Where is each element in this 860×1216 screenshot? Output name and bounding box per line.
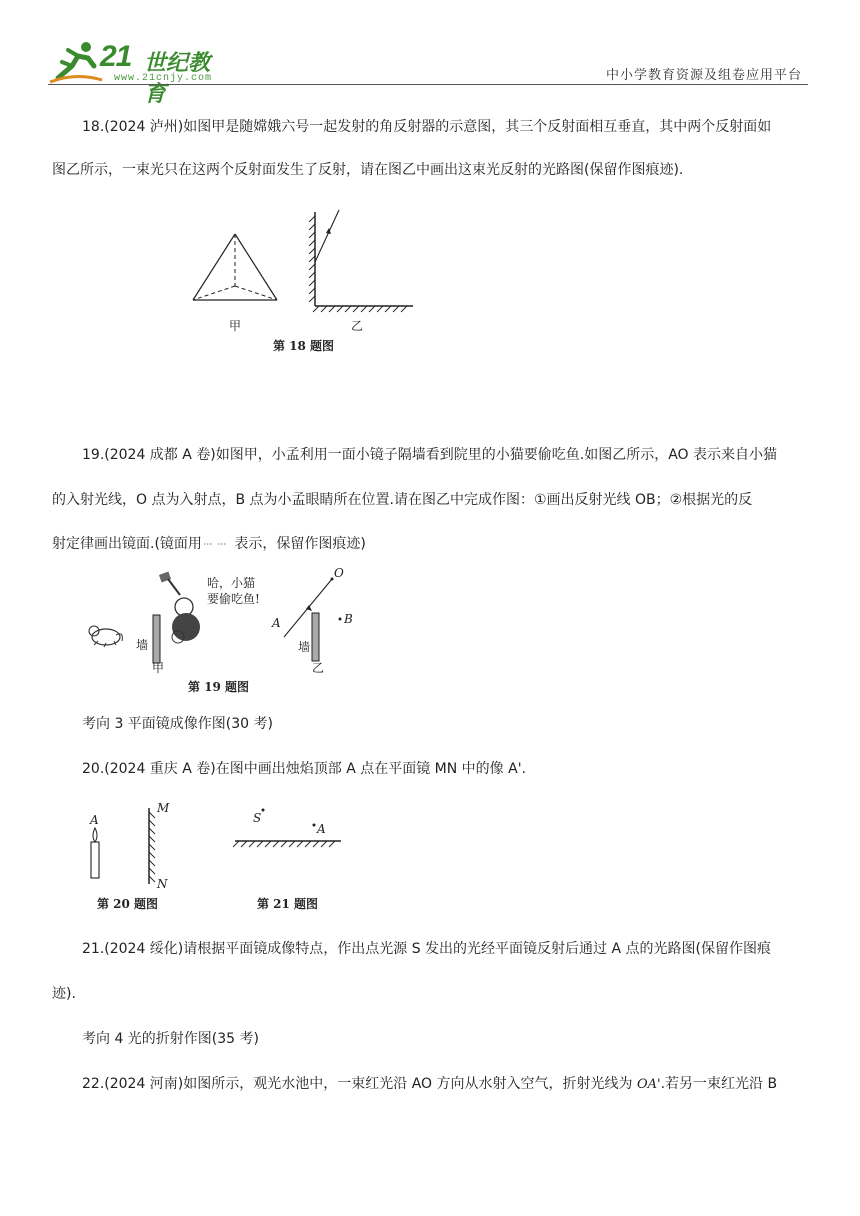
- q21-line1: 21.(2024 绥化)请根据平面镜成像特点，作出点光源 S 发出的光经平面镜反射后通过 A 点的光路图(保留作图痕: [82, 941, 771, 957]
- q21-caption: 第 21 题图: [257, 897, 319, 911]
- q21-point-a: A: [317, 822, 326, 836]
- mirror-symbol-icon: [202, 538, 230, 550]
- q18-label-jia: 甲: [229, 319, 242, 333]
- q18-label-yi: 乙: [351, 319, 364, 333]
- q22-line1: 22.(2024 河南)如图所示，观光水池中，一束红光沿 AO 方向从水射入空气，折射光线为 OA'.若另一束红光沿 B: [82, 1076, 778, 1092]
- q20-q21-figure: [85, 798, 355, 916]
- q19-speech-1: 哈，小猫: [207, 576, 256, 590]
- q19-caption: 第 19 题图: [188, 680, 250, 694]
- header-divider: [48, 84, 808, 85]
- wall-jia: [153, 615, 160, 663]
- page-header: [0, 0, 860, 107]
- section-4-heading: 考向 4 光的折射作图(35 考): [82, 1031, 259, 1047]
- q19-point-a: A: [272, 616, 281, 630]
- q19-figure: [80, 565, 380, 700]
- q19-line2: 的入射光线，O 点为入射点，B 点为小孟眼睛所在位置.请在图乙中完成作图：①画出反射光线 OB；②根据光的反: [52, 492, 753, 508]
- wall-yi: [312, 613, 319, 661]
- q18-figure: [185, 200, 425, 360]
- boy-with-mirror-icon: [159, 572, 200, 643]
- corner-reflector-diagram: [193, 234, 277, 300]
- q19-label-yi: 乙: [312, 661, 325, 675]
- q21-line2: 迹).: [52, 986, 76, 1002]
- q19-point-o: O: [334, 566, 344, 580]
- q18-line2: 图乙所示，一束光只在这两个反射面发生了反射，请在图乙中画出这束光反射的光路图(保留作图痕迹).: [52, 162, 684, 178]
- platform-name: 中小学教育资源及组卷应用平台: [605, 68, 802, 83]
- q20-point-a: A: [90, 813, 99, 827]
- logo-number: 21: [100, 40, 132, 73]
- q19-speech-2: 要偷吃鱼!: [207, 592, 260, 606]
- q20-point-m: M: [157, 801, 170, 815]
- section-3-heading: 考向 3 平面镜成像作图(30 考): [82, 716, 273, 732]
- q20-point-n: N: [157, 877, 168, 891]
- q18-caption: 第 18 题图: [273, 339, 335, 353]
- q19-label-jia: 甲: [152, 661, 165, 675]
- runner-logo-icon: [48, 38, 104, 86]
- mirror-horizontal: [233, 841, 341, 847]
- site-logo: [48, 38, 218, 107]
- q19-wall-label-yi: 墙: [298, 640, 311, 654]
- logo-text: 世纪教育: [144, 51, 211, 107]
- q22-oa-prime: OA': [636, 1077, 661, 1092]
- q21-point-s: S: [253, 811, 262, 825]
- cat-icon: [89, 626, 122, 647]
- q19-line3: 射定律画出镜面.(镜面用 表示，保留作图痕迹): [52, 536, 366, 552]
- mirror-mn: [149, 808, 155, 884]
- q20-caption: 第 20 题图: [97, 897, 159, 911]
- q18-line1: 18.(2024 泸州)如图甲是随嫦娥六号一起发射的角反射器的示意图，其三个反射面相互垂直，其中两个反射面如: [82, 119, 772, 135]
- two-mirrors-diagram: [309, 210, 413, 312]
- logo-url: www.21cnjy.com: [114, 73, 213, 84]
- q19-wall-label-jia: 墙: [136, 638, 149, 652]
- q19-line1: 19.(2024 成都 A 卷)如图甲，小孟利用一面小镜子隔墙看到院里的小猫要偷吃鱼.如图乙所示，AO 表示来自小猫: [82, 447, 777, 463]
- candle-icon: [89, 813, 99, 878]
- q20-line1: 20.(2024 重庆 A 卷)在图中画出烛焰顶部 A 点在平面镜 MN 中的像 A'.: [82, 761, 526, 777]
- q19-point-b: B: [344, 612, 353, 626]
